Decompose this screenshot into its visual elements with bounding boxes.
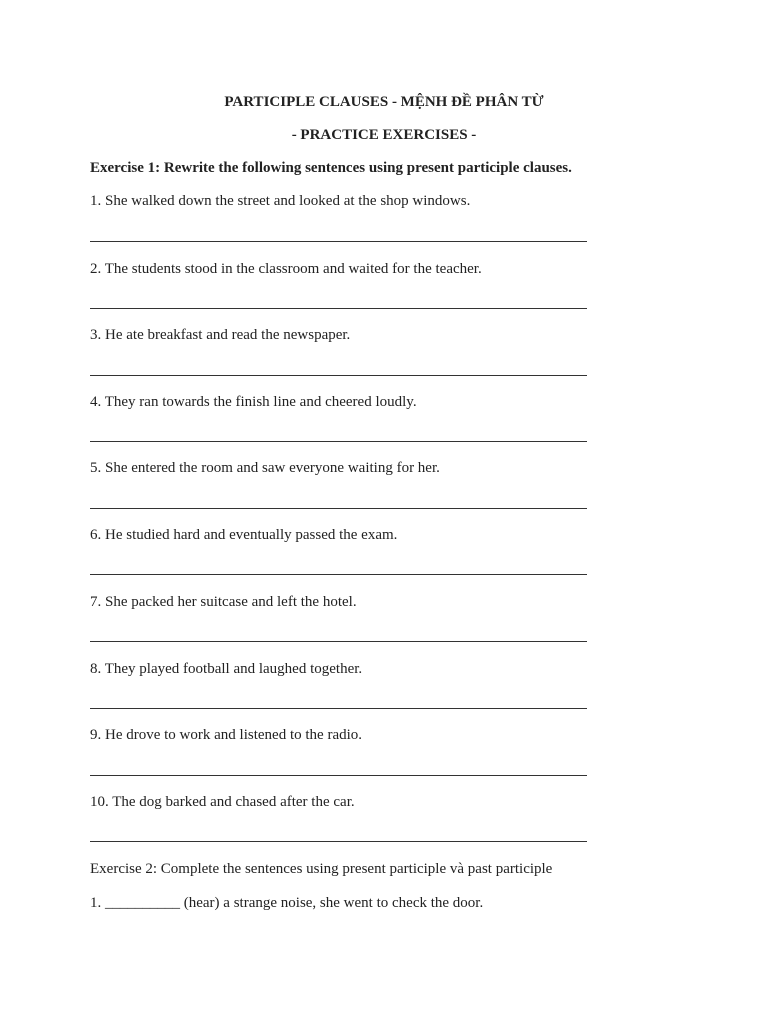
exercise-1-item-9 — [90, 726, 587, 744]
exercise-1-item-7 — [90, 593, 587, 611]
answer-line[interactable] — [90, 641, 587, 642]
exercise-1-item-6 — [90, 526, 587, 544]
exercise-1-item-text: 8. They played football and laughed together. — [90, 661, 363, 677]
exercise-1-item-text: 2. The students stood in the classroom and waited for the teacher. — [90, 261, 482, 277]
exercise-1-item-10 — [90, 793, 587, 811]
exercise-1-item-2 — [90, 260, 587, 278]
answer-line[interactable] — [90, 574, 587, 575]
answer-line[interactable] — [90, 508, 587, 509]
document-title: PARTICIPLE CLAUSES - MỆNH ĐỀ PHÂN TỪ — [224, 94, 544, 110]
exercise-1-item-5 — [90, 459, 587, 477]
document-subtitle: - PRACTICE EXERCISES - — [291, 127, 477, 143]
exercise-1-item-text: 3. He ate breakfast and read the newspaper. — [90, 327, 351, 343]
exercise-1-heading: Exercise 1: Rewrite the following sentences using present participle clauses. — [90, 160, 572, 176]
exercise-1-item-text: 4. They ran towards the finish line and cheered loudly. — [90, 394, 417, 410]
exercise-1-item-text: 1. She walked down the street and looked at the shop windows. — [90, 193, 471, 209]
exercise-2-heading: Exercise 2: Complete the sentences using present participle và past participle — [90, 861, 553, 877]
exercise-1-item-text: 6. He studied hard and eventually passed the exam. — [90, 527, 398, 543]
exercise-1-item-3 — [90, 326, 587, 344]
answer-line[interactable] — [90, 775, 587, 776]
exercise-1-item-text: 5. She entered the room and saw everyone waiting for her. — [90, 460, 440, 476]
exercise-1-item-text: 9. He drove to work and listened to the radio. — [90, 727, 363, 743]
answer-line[interactable] — [90, 308, 587, 309]
exercise-1-item-text: 7. She packed her suitcase and left the hotel. — [90, 594, 357, 610]
answer-line[interactable] — [90, 441, 587, 442]
exercise-2-item-1: 1. __________ (hear) a strange noise, she went to check the door. — [90, 895, 484, 911]
exercise-1-item-4 — [90, 393, 587, 411]
answer-line[interactable] — [90, 841, 587, 842]
answer-line[interactable] — [90, 241, 587, 242]
exercise-1-item-text: 10. The dog barked and chased after the car. — [90, 794, 355, 810]
exercise-1-item-8 — [90, 660, 587, 678]
answer-line[interactable] — [90, 375, 587, 376]
exercise-1-item-1 — [90, 192, 587, 210]
answer-line[interactable] — [90, 708, 587, 709]
